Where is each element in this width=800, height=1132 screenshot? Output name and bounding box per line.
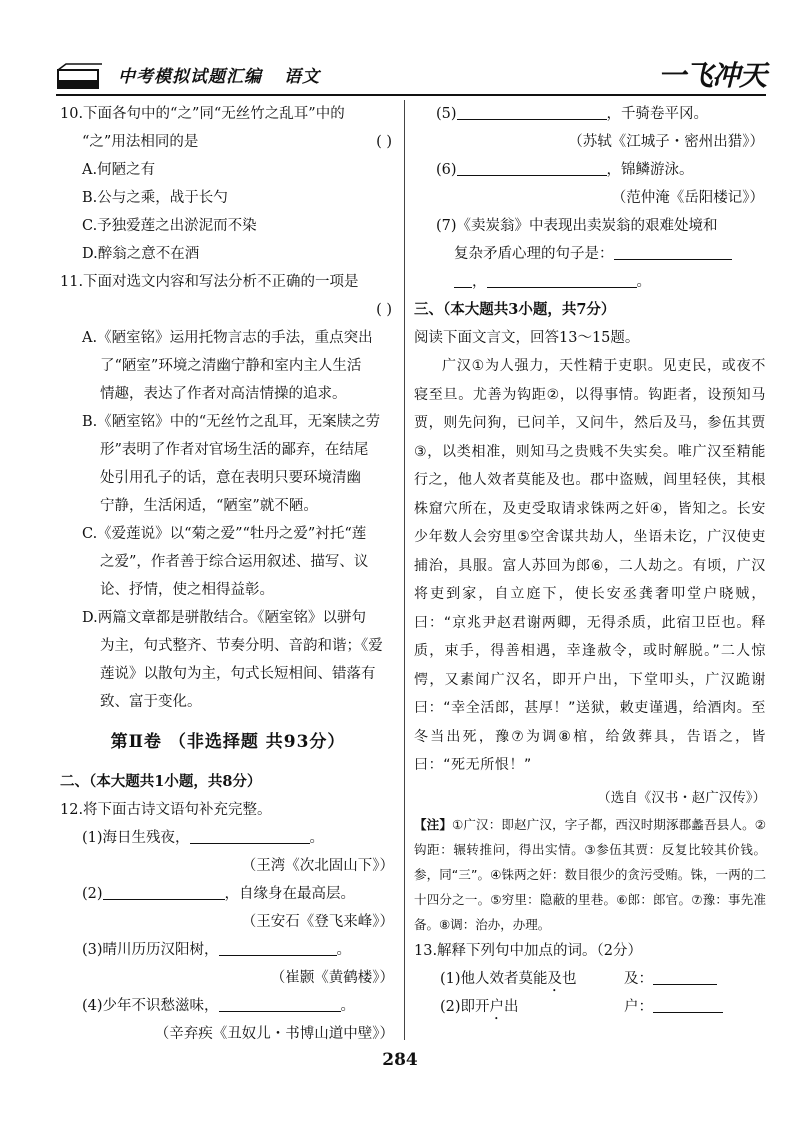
q12-item [60,936,396,964]
q12-item [414,156,766,184]
question-10 [60,100,396,268]
q13-item [414,965,766,993]
q12-item-text: (5) [436,106,457,122]
q13-answer-label: 户： [624,998,653,1015]
question-11 [60,268,396,716]
q11-option-c: 之爱”，作者善于综合运用叙述、描写、议 [100,554,369,570]
q12-item-7-comma: ， [472,274,487,290]
q10-option: C.予独爱莲之出淤泥而不染 [82,218,257,234]
q12-item-text: (6) [436,162,457,178]
answer-blank[interactable] [219,937,337,956]
q11-option-d: D.两篇文章都是骈散结合。《陋室铭》以骈句 [82,610,366,626]
q13-answer [624,993,723,1021]
q11-paren-line [60,296,396,324]
q10-stem-cont [60,128,396,156]
brand-logo: 一飞冲天 [657,59,766,92]
note-label: 【注】 [414,816,453,832]
q12-item [414,100,766,128]
answer-blank[interactable] [653,966,717,985]
right-column [414,100,766,1021]
q11-option-b: B.《陋室铭》中的“无丝竹之乱耳，无案牍之劳 [82,414,381,430]
q11-answer-paren[interactable]: ( ) [376,302,392,318]
q12-item-7: (7)《卖炭翁》中表现出卖炭翁的艰难处境和 [436,218,718,234]
q13-sentence-pre: (2)即开 [440,998,490,1015]
answer-blank[interactable] [457,157,607,176]
dotted-word: 及 [547,970,563,987]
annotation [414,812,766,937]
column-divider [404,100,405,1040]
q12-item-end: ，锦鳞游泳。 [606,162,694,178]
q12-source: （王安石《登飞来峰》） [241,914,394,930]
q12-item-end: 。 [340,998,356,1014]
q12-stem: 12.将下面古诗文语句补充完整。 [60,802,272,818]
q10-option: A.何陋之有 [82,162,156,178]
book-logo-icon [56,62,102,92]
q11-option-c: 论、抒情，使之相得益彰。 [100,582,274,598]
q13-answer-label: 及： [624,970,653,987]
answer-blank[interactable] [454,269,472,288]
q12-item-end: 。 [309,830,325,846]
q12-item-end: 。 [336,942,352,958]
q12-item-7-text: 复杂矛盾心理的句子是： [454,246,614,262]
q11-option-c: C.《爱莲说》以“菊之爱”“牡丹之爱”衬托“莲 [82,526,367,542]
q11-option-b: 处引用孔子的话，意在表明只要环境清幽 [100,470,361,486]
question-12 [60,796,396,1048]
q10-option: D.醉翁之意不在酒 [82,246,200,262]
q12-source: （王湾《次北固山下》） [241,858,394,874]
answer-blank[interactable] [103,881,225,900]
q10-answer-paren[interactable]: ( ) [376,134,392,150]
classical-passage: 广汉①为人强力，天性精于吏职。见吏民，或夜不寝至旦。尤善为钩距②，以得事情。钩距者，设预知马贾，则先问狗，已问羊，又问牛，然后及马，参伍其贾③，以类相准，则知马之贵贱不失实矣。唯广汉至精能行之，他人效者莫能及也。郡中盗贼，闾里轻侠，其根株窟穴所在，及吏受取请求铢两之奸④，皆知之。长安少年数人会穷里⑤空舍谋共劫人，坐语未讫，广汉使吏捕治，具服。富人苏回为郎⑥，二人劫之。有顷，广汉将吏到家，自立庭下，使长安丞龚奢叩堂户晓贼，曰：“京兆尹赵君谢两卿，无得杀质，此宿卫臣也。释质，束手，得善相遇，幸逢赦令，或时解脱。”二人惊愕，又素闻广汉名，即开户出，下堂叩头，广汉跪谢曰：“幸全活郎，甚厚！”送狱，敕吏谨遇，给酒肉。至冬当出死，豫⑦为调⑧棺，给敛葬具，告语之，皆曰：“死无所恨！” [414,358,766,773]
q11-option-d: 致、富于变化。 [100,694,202,710]
q13-sentence-post: 出 [504,998,519,1015]
q12-item-7 [414,240,766,268]
page-header [56,58,766,92]
answer-blank[interactable] [487,269,637,288]
section-3-heading: 三、（本大题共3小题，共7分） [414,301,616,318]
q12-item [60,992,396,1020]
subject-label: 语文 [284,67,320,87]
q12-item-end: ，自缘身在最高层。 [224,886,356,902]
answer-blank[interactable] [457,101,607,120]
q12-item [60,880,396,908]
answer-blank[interactable] [614,241,732,260]
q12-source: （苏轼《江城子・密州出猎》） [568,134,764,150]
left-column [60,100,396,1048]
q12-item-end: ，千骑卷平冈。 [606,106,709,122]
q11-option-a: 情趣，表达了作者对高洁情操的追求。 [100,386,347,402]
q12-item-7-end: 。 [636,274,651,290]
header-rule [56,94,766,96]
answer-blank[interactable] [190,825,310,844]
q13-item [414,993,766,1021]
note-text: ①广汉：即赵广汉，字子都，西汉时期涿郡蠡吾县人。②钩距：辗转推问，得出实情。③参伍其贾：反复比较其价钱。参，同“三”。④铢两之奸：数目很少的贪污受贿。铢，一两的二十四分之一。⑤穷里：隐蔽的里巷。⑥郎：郎官。⑦豫：事先准备。⑧调：治办，办理。 [414,816,766,932]
header-title [118,62,320,87]
q12-item-text: (3)晴川历历汉阳树， [82,942,219,958]
page-number: 284 [382,1050,418,1070]
q11-option-b: 形”表明了作者对官场生活的鄙弃，在结尾 [100,442,369,458]
part-2-heading: 第Ⅱ卷 （非选择题 共93分） [110,732,346,752]
answer-blank[interactable] [219,993,341,1012]
q13-answer [624,965,717,993]
dotted-word: 户 [489,998,505,1015]
passage-source: （选自《汉书・赵广汉传》） [597,789,766,806]
q12-item-text: (1)海日生残夜， [82,830,190,846]
q10-option: B.公与之乘，战于长勺 [82,190,228,206]
q11-stem: 11.下面对选文内容和写法分析不正确的一项是 [60,274,359,290]
series-title: 中考模拟试题汇编 [118,67,262,87]
q13-sentence-pre: (1)他人效者莫能 [440,970,548,987]
q12-item-text: (4)少年不识愁滋味， [82,998,219,1014]
q12-source: （崔颢《黄鹤楼》） [270,970,394,986]
reading-intro: 阅读下面文言文，回答13～15题。 [414,330,640,346]
q12-source: （辛弃疾《丑奴儿・书博山道中壁》） [154,1026,394,1042]
q13-stem: 13.解释下列句中加点的词。（2分） [414,942,643,959]
q13-item-sentence [440,965,577,995]
q11-option-a: A.《陋室铭》运用托物言志的手法，重点突出 [82,330,373,346]
q13-item-sentence [440,993,519,1023]
q12-item [60,824,396,852]
q12-item-7 [414,268,766,296]
q10-stem-2: “之”用法相同的是 [82,134,199,150]
q12-item-text: (2) [82,886,103,902]
q13-sentence-post: 也 [562,970,577,987]
answer-blank[interactable] [653,994,723,1013]
q11-option-d: 莲说》以散句为主，句式长短相间、错落有 [100,666,376,682]
q11-option-d: 为主，句式整齐、节奏分明、音韵和谐；《爱 [100,638,383,654]
q10-stem: 10.下面各句中的“之”同“无丝竹之乱耳”中的 [60,106,345,122]
q12-source: （范仲淹《岳阳楼记》） [611,190,764,206]
q11-option-a: 了“陋室”环境之清幽宁静和室内主人生活 [100,358,362,374]
section-2-heading: 二、（本大题共1小题，共8分） [60,773,262,790]
q11-option-b: 宁静，生活闲适，“陋室”就不陋。 [100,498,318,514]
